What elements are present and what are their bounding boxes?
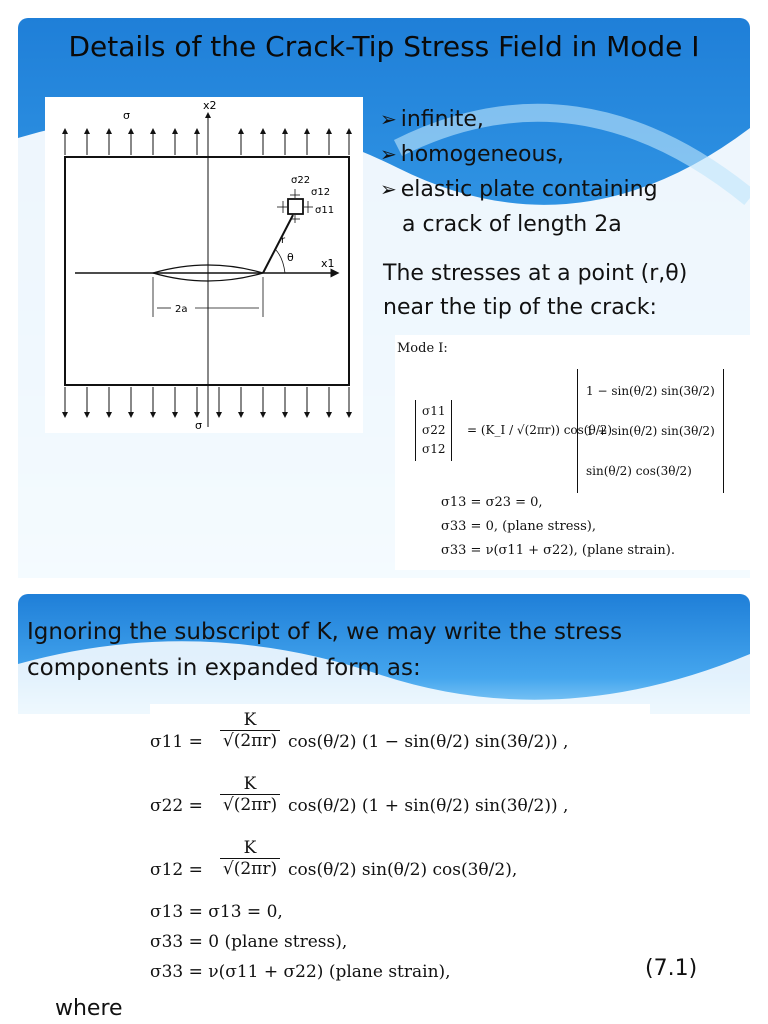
x2-label: x2 <box>203 99 217 112</box>
sigma12-label: σ12 <box>311 187 331 198</box>
stress-vector: σ11 σ22 σ12 <box>415 400 452 461</box>
sigma13-eq: σ13 = σ13 = 0, <box>150 902 283 922</box>
bullet-arrow-icon: ➢ <box>380 107 397 131</box>
eq-sigma33-strain: σ33 = ν(σ11 + σ22), (plane strain). <box>441 543 675 558</box>
r-label: r <box>281 235 286 246</box>
theta-label: θ <box>287 251 294 264</box>
intro-paragraph: Ignoring the subscript of K, we may write the stress components in expanded form as: <box>27 619 623 681</box>
eq-sigma33-stress: σ33 = 0, (plane stress), <box>441 519 596 534</box>
sigma-bottom-label: σ <box>195 419 202 432</box>
sigma33-stress-eq: σ33 = 0 (plane stress), <box>150 932 348 952</box>
sigma22-lhs: σ22 = <box>150 796 203 816</box>
coefficient: = (K_I / √(2πr)) cos(θ/2) <box>467 423 613 437</box>
stress-point-paragraph: The stresses at a point (r,θ) near the tip of the crack: <box>383 261 688 320</box>
crack-length-label: 2a <box>175 304 188 315</box>
bullet-arrow-icon: ➢ <box>380 177 397 201</box>
sigma11-rhs: cos(θ/2) (1 − sin(θ/2) sin(3θ/2)) , <box>288 732 569 752</box>
mode-label: Mode I: <box>397 341 448 356</box>
slide-title: Details of the Crack-Tip Stress Field in Mode I <box>68 30 700 63</box>
bullet-item: ➢ homogeneous, <box>380 142 564 167</box>
expanded-stress-equations <box>150 704 650 994</box>
sigma33-strain-eq: σ33 = ν(σ11 + σ22) (plane strain), <box>150 962 451 982</box>
sigma22-frac: K √(2πr) <box>220 774 280 815</box>
sigma22-label: σ22 <box>291 175 311 186</box>
plate-figure <box>45 97 363 433</box>
sigma11-frac: K √(2πr) <box>220 710 280 751</box>
sigma12-rhs: cos(θ/2) sin(θ/2) cos(3θ/2), <box>288 860 518 880</box>
sigma22-rhs: cos(θ/2) (1 + sin(θ/2) sin(3θ/2)) , <box>288 796 569 816</box>
sigma-top-label: σ <box>123 109 130 122</box>
sigma11-lhs: σ11 = <box>150 732 203 752</box>
angular-matrix: 1 − sin(θ/2) sin(3θ/2) 1 + sin(θ/2) sin(3θ/2) sin(θ/2) cos(3θ/2) <box>577 369 724 493</box>
sigma11-label: σ11 <box>315 205 335 216</box>
eq-sigma13: σ13 = σ23 = 0, <box>441 495 543 510</box>
mode-one-equations <box>395 335 755 570</box>
sigma12-frac: K √(2πr) <box>220 838 280 879</box>
property-bullets <box>380 102 658 242</box>
slide-2 <box>0 594 768 1024</box>
bullet-continuation: a crack of length 2a <box>402 212 622 237</box>
crack-plate-diagram <box>45 97 363 433</box>
sigma12-lhs: σ12 = <box>150 860 203 880</box>
bullet-item: ➢ infinite, <box>380 107 484 132</box>
x1-label: x1 <box>321 257 335 270</box>
equation-number: (7.1) <box>645 956 698 981</box>
bullet-arrow-icon: ➢ <box>380 142 397 166</box>
bullet-item: ➢ elastic plate containing <box>380 177 658 202</box>
where-text: where <box>55 996 123 1021</box>
